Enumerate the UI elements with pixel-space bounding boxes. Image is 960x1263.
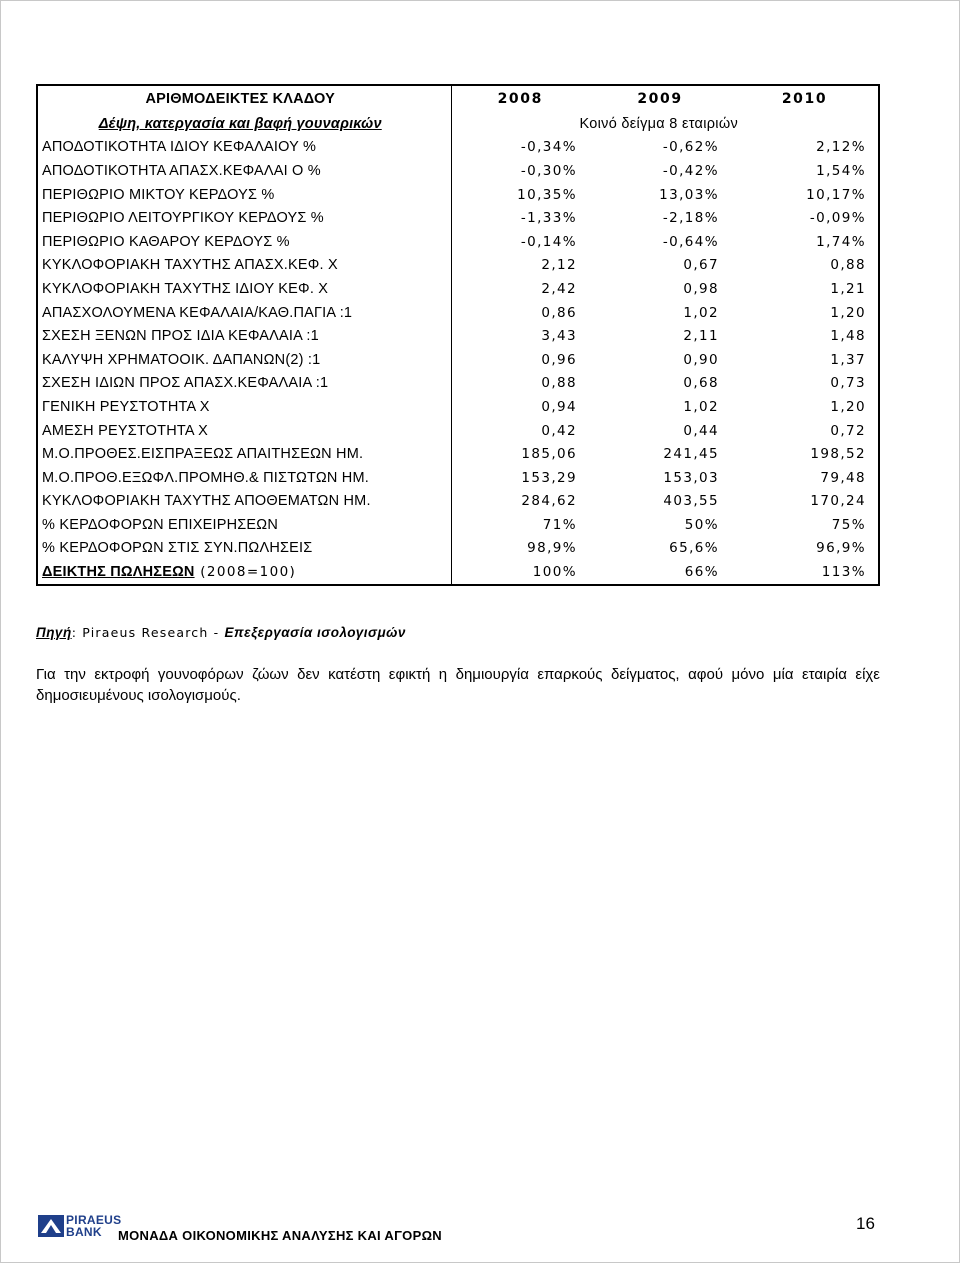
value-2009: 13,03% [659, 186, 719, 203]
row-label: ΚΥΚΛΟΦΟΡΙΑΚΗ ΤΑΧΥΤΗΣ ΑΠΑΣΧ.ΚΕΦ. Χ [37, 254, 451, 278]
row-label: Μ.Ο.ΠΡΟΘΕΣ.ΕΙΣΠΡΑΞΕΩΣ ΑΠΑΙΤΗΣΕΩΝ ΗΜ. [37, 442, 451, 466]
value-2008: 0,86 [451, 301, 589, 325]
table-row [37, 230, 879, 254]
value-2008: -0,30% [451, 159, 589, 183]
value-2010: 1,54% [731, 159, 879, 183]
logo-text [66, 1214, 121, 1238]
row-label: ΚΑΛΥΨΗ ΧΡΗΜΑΤΟΟΙΚ. ΔΑΠΑΝΩΝ(2) :1 [37, 348, 451, 372]
table-row [37, 419, 879, 443]
sample-note: Κοινό δείγμα 8 εταιριών [451, 112, 879, 136]
logo-line-1: PIRAEUS [66, 1213, 122, 1227]
value-2010: 170,24 [731, 490, 879, 514]
table-row [37, 183, 879, 207]
value-2010: 1,37 [731, 348, 879, 372]
row-label: ΚΥΚΛΟΦΟΡΙΑΚΗ ΤΑΧΥΤΗΣ ΑΠΟΘΕΜΑΤΩΝ ΗΜ. [37, 490, 451, 514]
value-2010: 10,17% [731, 183, 879, 207]
table-row [37, 372, 879, 396]
source-label: Πηγή [36, 625, 72, 640]
value-2010: 2,12% [731, 136, 879, 160]
value-2010: 1,48 [731, 324, 879, 348]
row-label: % ΚΕΡΔΟΦΟΡΩΝ ΣΤΙΣ ΣΥΝ.ΠΩΛΗΣΕΙΣ [37, 537, 451, 561]
table-row [37, 442, 879, 466]
year-2009: 2009 [589, 85, 731, 112]
value-2008: -1,33% [451, 206, 589, 230]
value-2009: -0,62% [662, 139, 719, 156]
table-row [37, 136, 879, 160]
table-header-row [37, 85, 879, 112]
value-2009: 1,02 [683, 304, 719, 321]
value-2009: 0,98 [683, 280, 719, 297]
value-2009: 0,90 [683, 351, 719, 368]
table-row [37, 324, 879, 348]
value-2009: 2,11 [683, 328, 719, 345]
value-2008: 2,12 [451, 254, 589, 278]
value-2008: 284,62 [451, 490, 589, 514]
table-row [37, 513, 879, 537]
value-2010: 1,74% [731, 230, 879, 254]
value-2009: 66% [589, 560, 731, 585]
value-2009: -2,18% [662, 210, 719, 227]
piraeus-bank-logo [38, 1214, 121, 1238]
row-label: ΑΜΕΣΗ ΡΕΥΣΤΟΤΗΤΑ Χ [37, 419, 451, 443]
value-2010: 1,20 [731, 395, 879, 419]
value-2008: 0,88 [451, 372, 589, 396]
subsector-name: Δέψη, κατεργασία και βαφή γουναρικών [37, 112, 451, 136]
row-label: ΓΕΝΙΚΗ ΡΕΥΣΤΟΤΗΤΑ Χ [37, 395, 451, 419]
value-2009: 1,02 [683, 398, 719, 415]
value-2008: 98,9% [451, 537, 589, 561]
value-2008: 0,42 [451, 419, 589, 443]
table-row [37, 537, 879, 561]
value-2008: -0,34% [451, 136, 589, 160]
logo-line-2: BANK [66, 1225, 102, 1239]
value-2009: 241,45 [663, 446, 719, 463]
row-label: ΑΠΟΔΟΤΙΚΟΤΗΤΑ ΙΔΙΟΥ ΚΕΦΑΛΑΙΟΥ % [37, 136, 451, 160]
value-2010: 0,72 [731, 419, 879, 443]
row-label: ΚΥΚΛΟΦΟΡΙΑΚΗ ΤΑΧΥΤΗΣ ΙΔΙΟΥ ΚΕΦ. Χ [37, 277, 451, 301]
value-2009: -0,42% [662, 162, 719, 179]
row-label: ΠΕΡΙΘΩΡΙΟ ΜΙΚΤΟΥ ΚΕΡΔΟΥΣ % [37, 183, 451, 207]
value-2008: 2,42 [451, 277, 589, 301]
value-2010: 0,73 [731, 372, 879, 396]
value-2008: 153,29 [451, 466, 589, 490]
table-row [37, 277, 879, 301]
value-2008: 0,96 [451, 348, 589, 372]
row-label: Μ.Ο.ΠΡΟΘ.ΕΞΩΦΛ.ΠΡΟΜΗΘ.& ΠΙΣΤΩΤΩΝ ΗΜ. [37, 466, 451, 490]
footer-unit-name: ΜΟΝΑΔΑ ΟΙΚΟΝΟΜΙΚΗΣ ΑΝΑΛΥΣΗΣ ΚΑΙ ΑΓΟΡΩΝ [118, 1228, 442, 1243]
value-2008: 10,35% [451, 183, 589, 207]
value-2009: 0,68 [683, 375, 719, 392]
value-2010: 198,52 [731, 442, 879, 466]
row-label: ΠΕΡΙΘΩΡΙΟ ΛΕΙΤΟΥΡΓΙΚΟΥ ΚΕΡΔΟΥΣ % [37, 206, 451, 230]
year-2010: 2010 [731, 85, 879, 112]
value-2009: 0,44 [683, 422, 719, 439]
value-2008: 71% [451, 513, 589, 537]
value-2009: -0,64% [662, 233, 719, 250]
table-row [37, 466, 879, 490]
source-text: : Piraeus Research - [71, 625, 225, 640]
row-label: ΑΠΑΣΧΟΛΟΥΜΕΝΑ ΚΕΦΑΛΑΙΑ/ΚΑΘ.ΠΑΓΙΑ :1 [37, 301, 451, 325]
table-row [37, 301, 879, 325]
row-label-suffix: (2008=100) [194, 564, 297, 581]
year-2008: 2008 [451, 85, 589, 112]
value-2009: 403,55 [663, 493, 719, 510]
table-row [37, 490, 879, 514]
table-row [37, 348, 879, 372]
value-2010: 79,48 [731, 466, 879, 490]
table-row [37, 159, 879, 183]
value-2009: 0,67 [683, 257, 719, 274]
row-label: % ΚΕΡΔΟΦΟΡΩΝ ΕΠΙΧΕΙΡΗΣΕΩΝ [37, 513, 451, 537]
row-label: ΣΧΕΣΗ ΞΕΝΩΝ ΠΡΟΣ ΙΔΙΑ ΚΕΦΑΛΑΙΑ :1 [37, 324, 451, 348]
table-row [37, 395, 879, 419]
row-label-main: ΔΕΙΚΤΗΣ ΠΩΛΗΣΕΩΝ [42, 564, 195, 581]
table-row [37, 254, 879, 278]
value-2009: 153,03 [663, 469, 719, 486]
value-2008: 0,94 [451, 395, 589, 419]
table-row [37, 560, 879, 585]
value-2008: 3,43 [451, 324, 589, 348]
source-line [36, 625, 406, 640]
row-label: ΑΠΟΔΟΤΙΚΟΤΗΤΑ ΑΠΑΣΧ.ΚΕΦΑΛΑΙ Ο % [37, 159, 451, 183]
value-2010: 113% [731, 560, 879, 585]
ratios-table [36, 84, 880, 586]
bank-emblem-icon [38, 1215, 64, 1237]
value-2008: -0,14% [451, 230, 589, 254]
value-2009: 65,6% [669, 540, 719, 557]
source-italic: Επεξεργασία ισολογισμών [224, 625, 406, 640]
row-label: ΣΧΕΣΗ ΙΔΙΩΝ ΠΡΟΣ ΑΠΑΣΧ.ΚΕΦΑΛΑΙΑ :1 [37, 372, 451, 396]
value-2008: 100% [451, 560, 589, 585]
value-2010: 1,21 [731, 277, 879, 301]
value-2008: 185,06 [451, 442, 589, 466]
table-title: ΑΡΙΘΜΟΔΕΙΚΤΕΣ ΚΛΑΔΟΥ [37, 85, 451, 112]
value-2010: 96,9% [731, 537, 879, 561]
page-number: 16 [856, 1214, 875, 1233]
table-subheader-row [37, 112, 879, 136]
row-label [37, 560, 451, 585]
row-label: ΠΕΡΙΘΩΡΙΟ ΚΑΘΑΡΟΥ ΚΕΡΔΟΥΣ % [37, 230, 451, 254]
value-2010: 1,20 [731, 301, 879, 325]
table-row [37, 206, 879, 230]
value-2009: 50% [684, 516, 719, 533]
value-2010: -0,09% [731, 206, 879, 230]
value-2010: 75% [731, 513, 879, 537]
value-2010: 0,88 [731, 254, 879, 278]
note-paragraph: Για την εκτροφή γουνοφόρων ζώων δεν κατέστη εφικτή η δημιουργία επαρκούς δείγματος, αφού μόνο μία εταιρία είχε δημοσιευμένους ισολογισμούς. [36, 666, 880, 704]
